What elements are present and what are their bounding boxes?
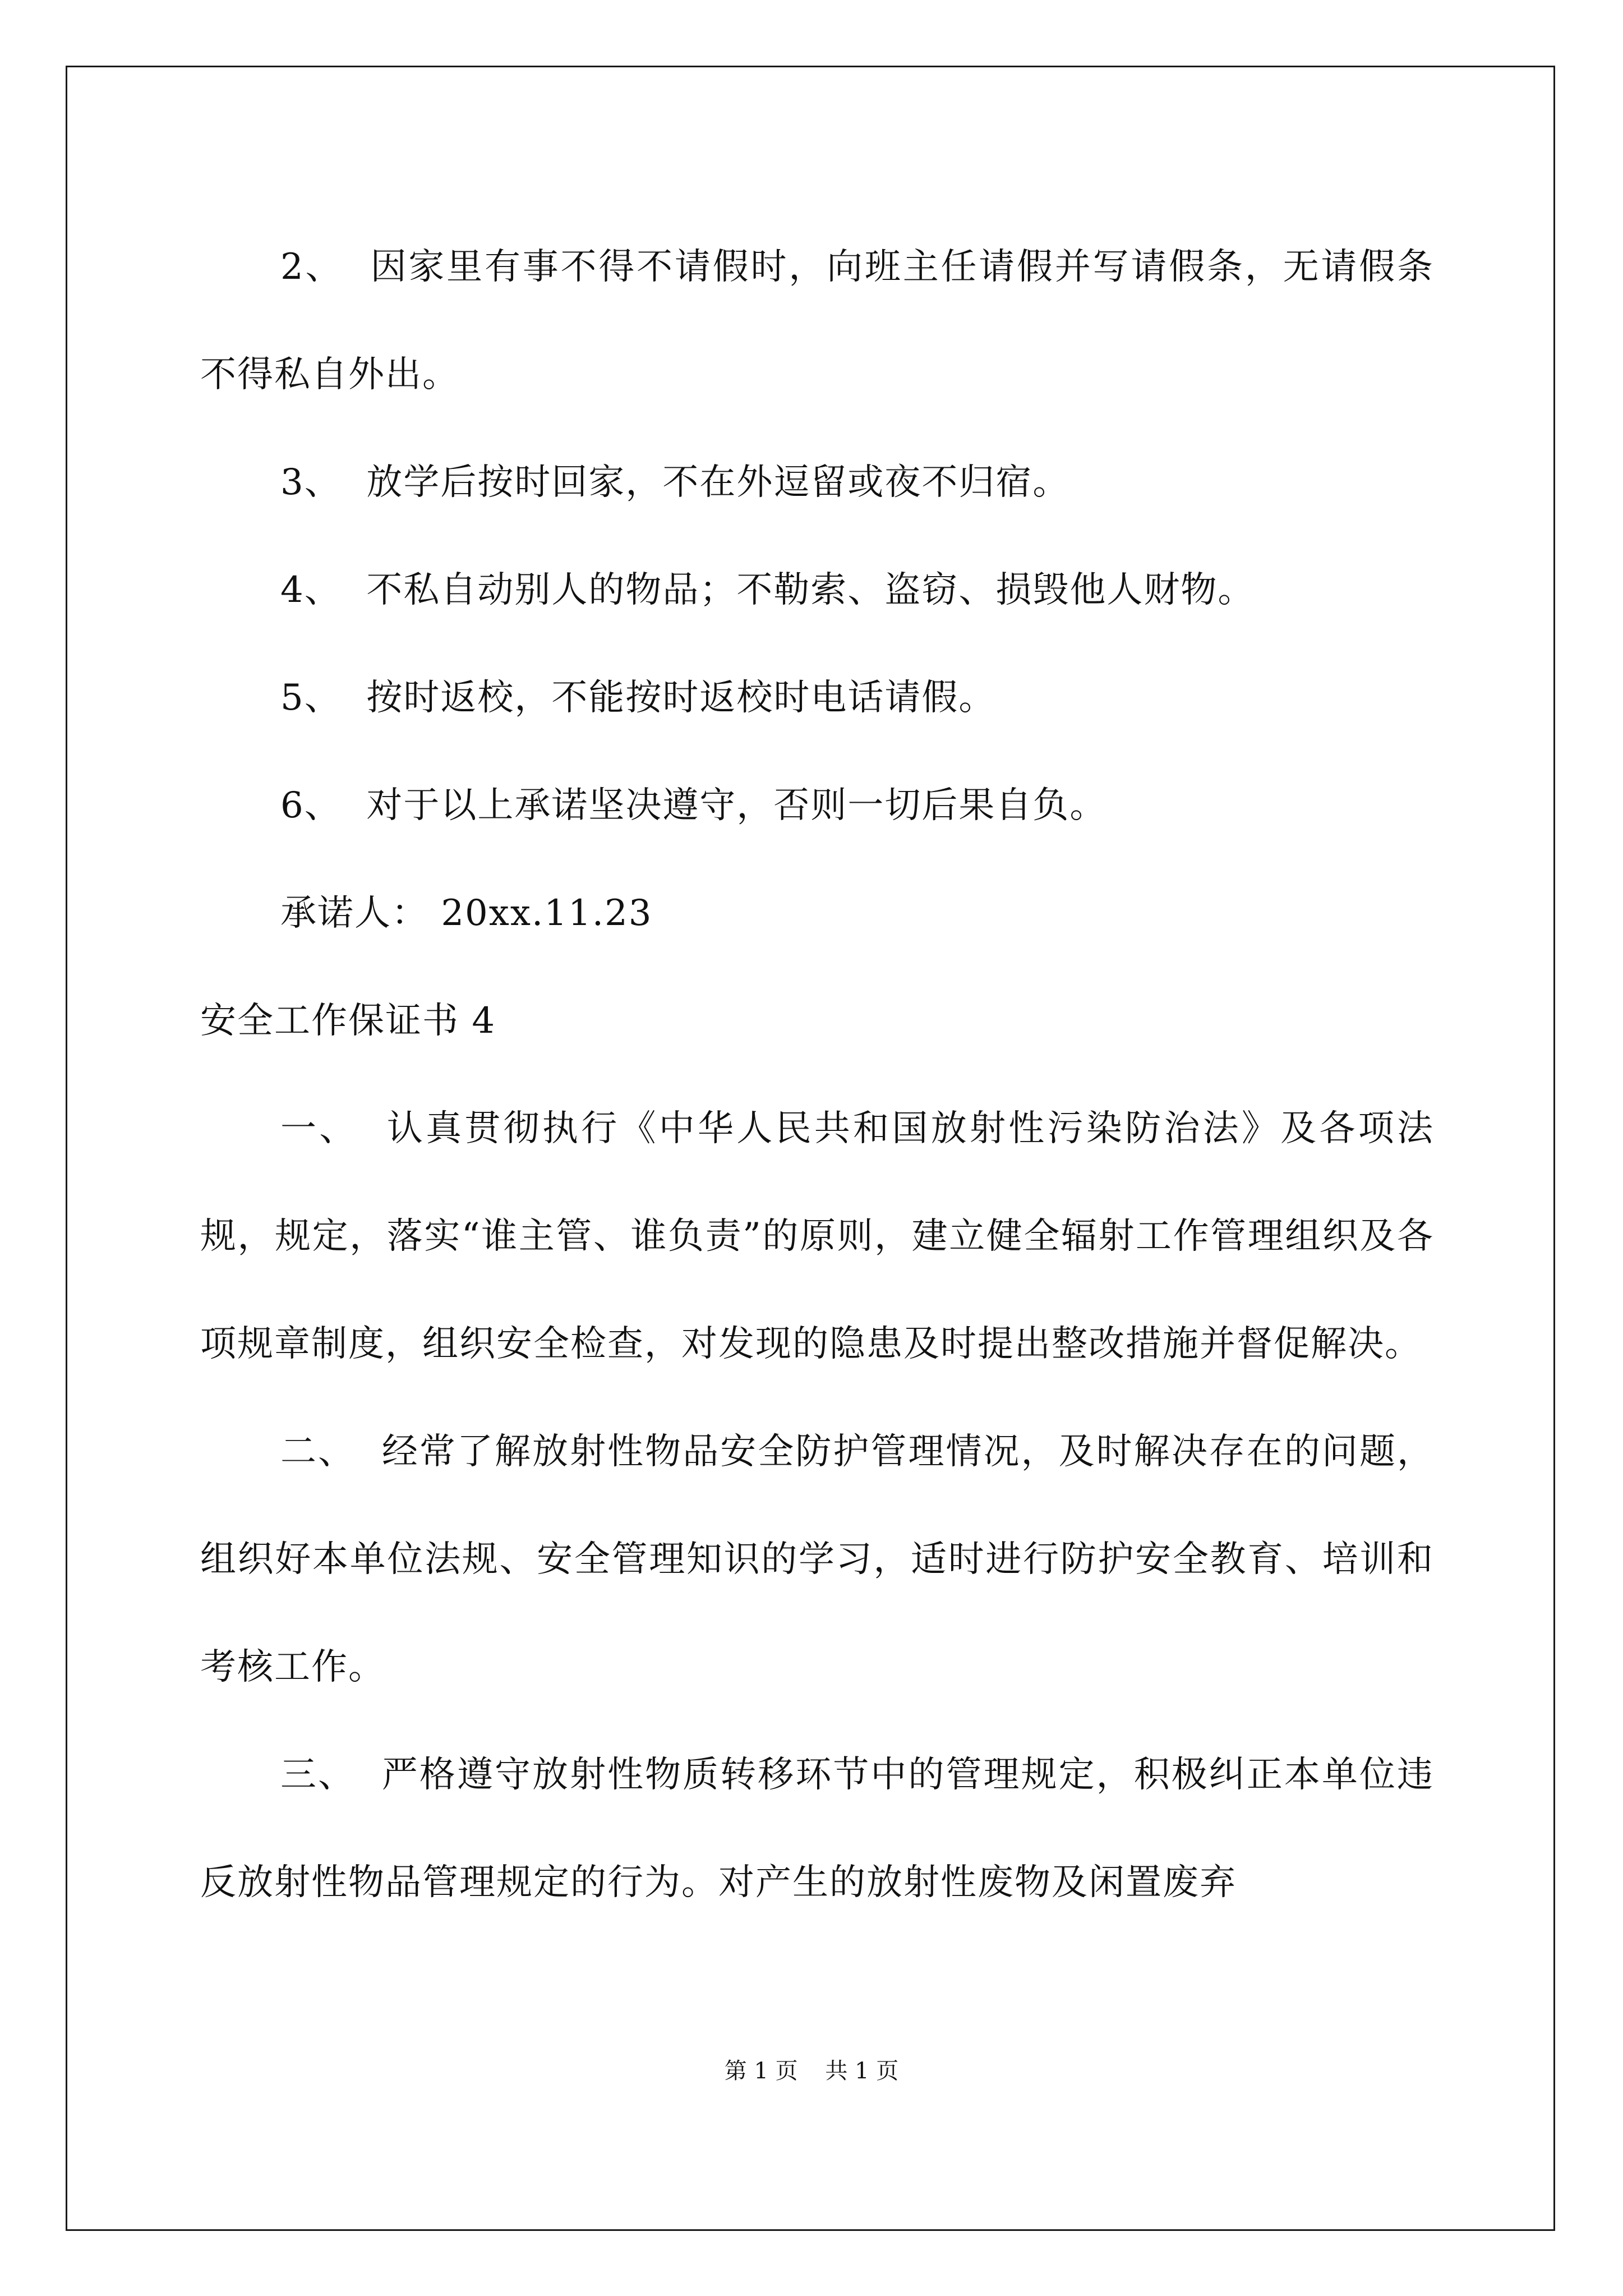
- page-footer: [0, 2053, 1623, 2085]
- item-number: 6、: [280, 785, 342, 826]
- item-text: 按时返校，不能按时返校时电话请假。: [366, 677, 996, 719]
- signature-line: 承诺人： 20xx.11.23: [280, 892, 653, 934]
- item-text: 对于以上承诺坚决遵守，否则一切后果自负。: [366, 785, 1107, 826]
- section-title: 安全工作保证书 4: [200, 1000, 496, 1042]
- item-number: 二、: [280, 1431, 356, 1473]
- list-item: [200, 1398, 1434, 1721]
- item-text: 不私自动别人的物品；不勒索、盗窃、损毁他人财物。: [366, 569, 1255, 611]
- item-text: 放学后按时回家，不在外逗留或夜不归宿。: [366, 462, 1070, 503]
- list-item: [200, 1721, 1434, 1936]
- item-text: 认真贯彻执行《中华人民共和国放射性污染防治法》及各项法规，规定，落实“谁主管、谁负责”的原则，建立健全辐射工作管理组织及各项规章制度，组织安全检查，对发现的隐患及时提出整改措施并督促解决。: [200, 1108, 1435, 1365]
- page-total: 共 1 页: [825, 2058, 899, 2084]
- list-item: [200, 644, 1434, 752]
- item-number: 一、: [280, 1108, 358, 1149]
- item-text: 因家里有事不得不请假时，向班主任请假并写请假条，无请假条不得私自外出。: [200, 246, 1435, 395]
- list-item: [200, 752, 1434, 859]
- list-item: [200, 213, 1434, 429]
- document-body: [200, 213, 1434, 1936]
- item-text: 严格遵守放射性物质转移环节中的管理规定，积极纠正本单位违反放射性物品管理规定的行为。对产生的放射性废物及闲置废弃: [200, 1754, 1435, 1903]
- item-number: 三、: [280, 1754, 356, 1796]
- item-text: 经常了解放射性物品安全防护管理情况，及时解决存在的问题，组织好本单位法规、安全管理知识的学习，适时进行防护安全教育、培训和考核工作。: [200, 1431, 1435, 1688]
- item-number: 4、: [280, 569, 342, 611]
- item-number: 2、: [280, 246, 344, 288]
- list-item: [200, 1075, 1434, 1398]
- list-item: [200, 429, 1434, 536]
- list-item: [200, 536, 1434, 644]
- item-number: 3、: [280, 462, 342, 503]
- item-number: 5、: [280, 677, 342, 719]
- page-number: 第 1 页: [724, 2058, 798, 2084]
